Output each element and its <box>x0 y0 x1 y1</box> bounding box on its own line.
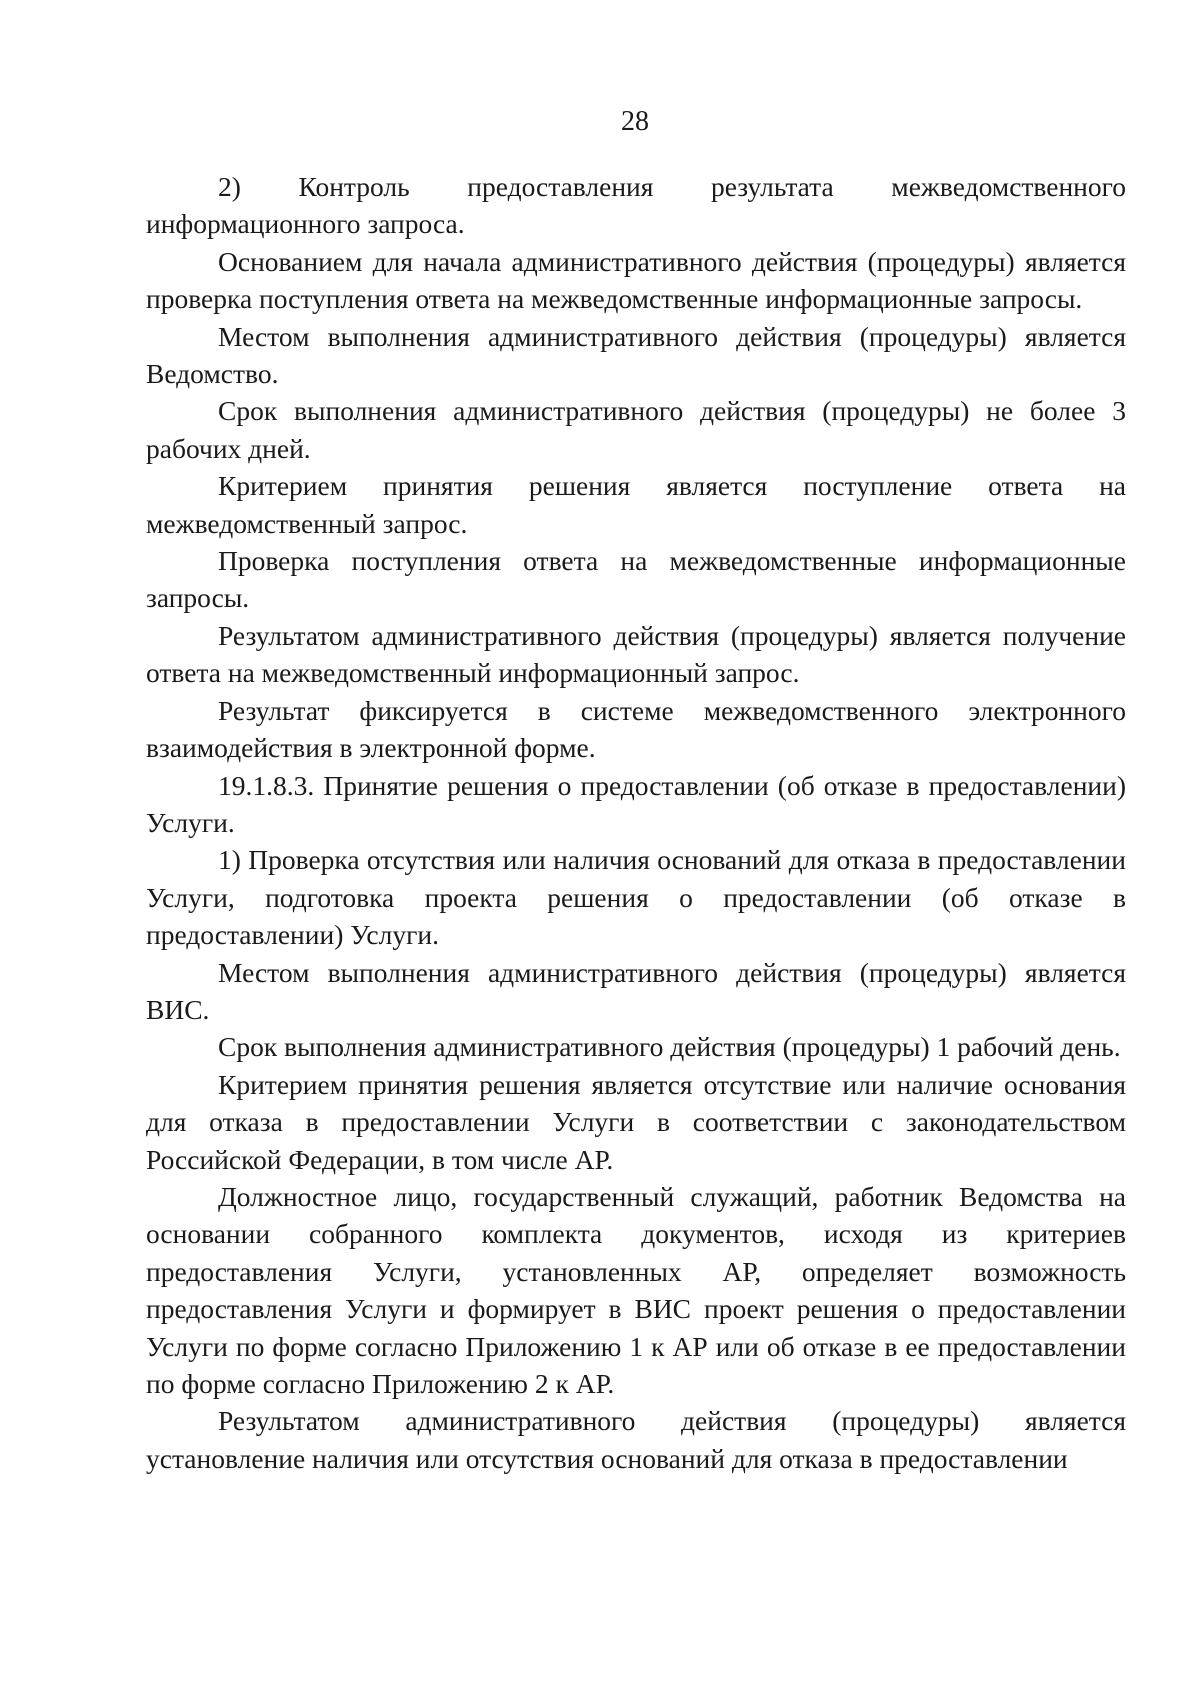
document-body <box>146 168 1126 1477</box>
paragraph-term-one-day: Срок выполнения административного действия (процедуры) 1 рабочий день. <box>218 1031 1121 1063</box>
page-number: 28 <box>621 106 649 137</box>
paragraph-fixation: Результат фиксируется в системе межведомственного электронного взаимодействия в электронной форме. <box>146 694 1126 764</box>
paragraph-term: Срок выполнения административного действия (процедуры) не более 3 рабочих дней. <box>146 395 1126 464</box>
paragraph-official: Должностное лицо, государственный служащий, работник Ведомства на основании собранного комплекта документов, исходя из критериев предоставления Услуги, установленных АР, определяет возможность предоставления Услуги и формирует в ВИС проект решения о предоставлении Услуги по форме согласно Приложению 1 к АР или об отказе в ее предоставлении по форме согласно Приложению 2 к АР. <box>146 1180 1126 1399</box>
section-heading-19-1-8-3: 19.1.8.3. Принятие решения о предоставлении (об отказе в предоставлении) Услуги. <box>146 769 1126 838</box>
paragraph-basis: Основанием для начала административного действия (процедуры) является проверка поступления ответа на межведомственные информационные запросы. <box>146 245 1126 315</box>
paragraph-place-vis: Местом выполнения административного действия (процедуры) является ВИС. <box>146 956 1126 1025</box>
paragraph-result-grounds: Результатом административного действия (процедуры) является установление наличия или отсутствия оснований для отказа в предоставлении <box>146 1405 1126 1474</box>
paragraph-criterion: Критерием принятия решения является поступление ответа на межведомственный запрос. <box>146 470 1126 539</box>
paragraph-check: Проверка поступления ответа на межведомственные информационные запросы. <box>146 545 1126 614</box>
paragraph-decision-criterion: Критерием принятия решения является отсутствие или наличие основания для отказа в предоставлении Услуги в соответствии с законодательством Российской Федерации, в том числе АР. <box>146 1068 1126 1175</box>
paragraph-control-result: 2) Контроль предоставления результата межведомственного информационного запроса. <box>146 171 1126 240</box>
paragraph-place: Местом выполнения административного действия (процедуры) является Ведомство. <box>146 320 1126 390</box>
paragraph-result: Результатом административного действия (процедуры) является получение ответа на межведомственный информационный запрос. <box>146 619 1126 689</box>
paragraph-check-grounds: 1) Проверка отсутствия или наличия оснований для отказа в предоставлении Услуги, подготовка проекта решения о предоставлении (об отказе в предоставлении) Услуги. <box>146 844 1126 951</box>
